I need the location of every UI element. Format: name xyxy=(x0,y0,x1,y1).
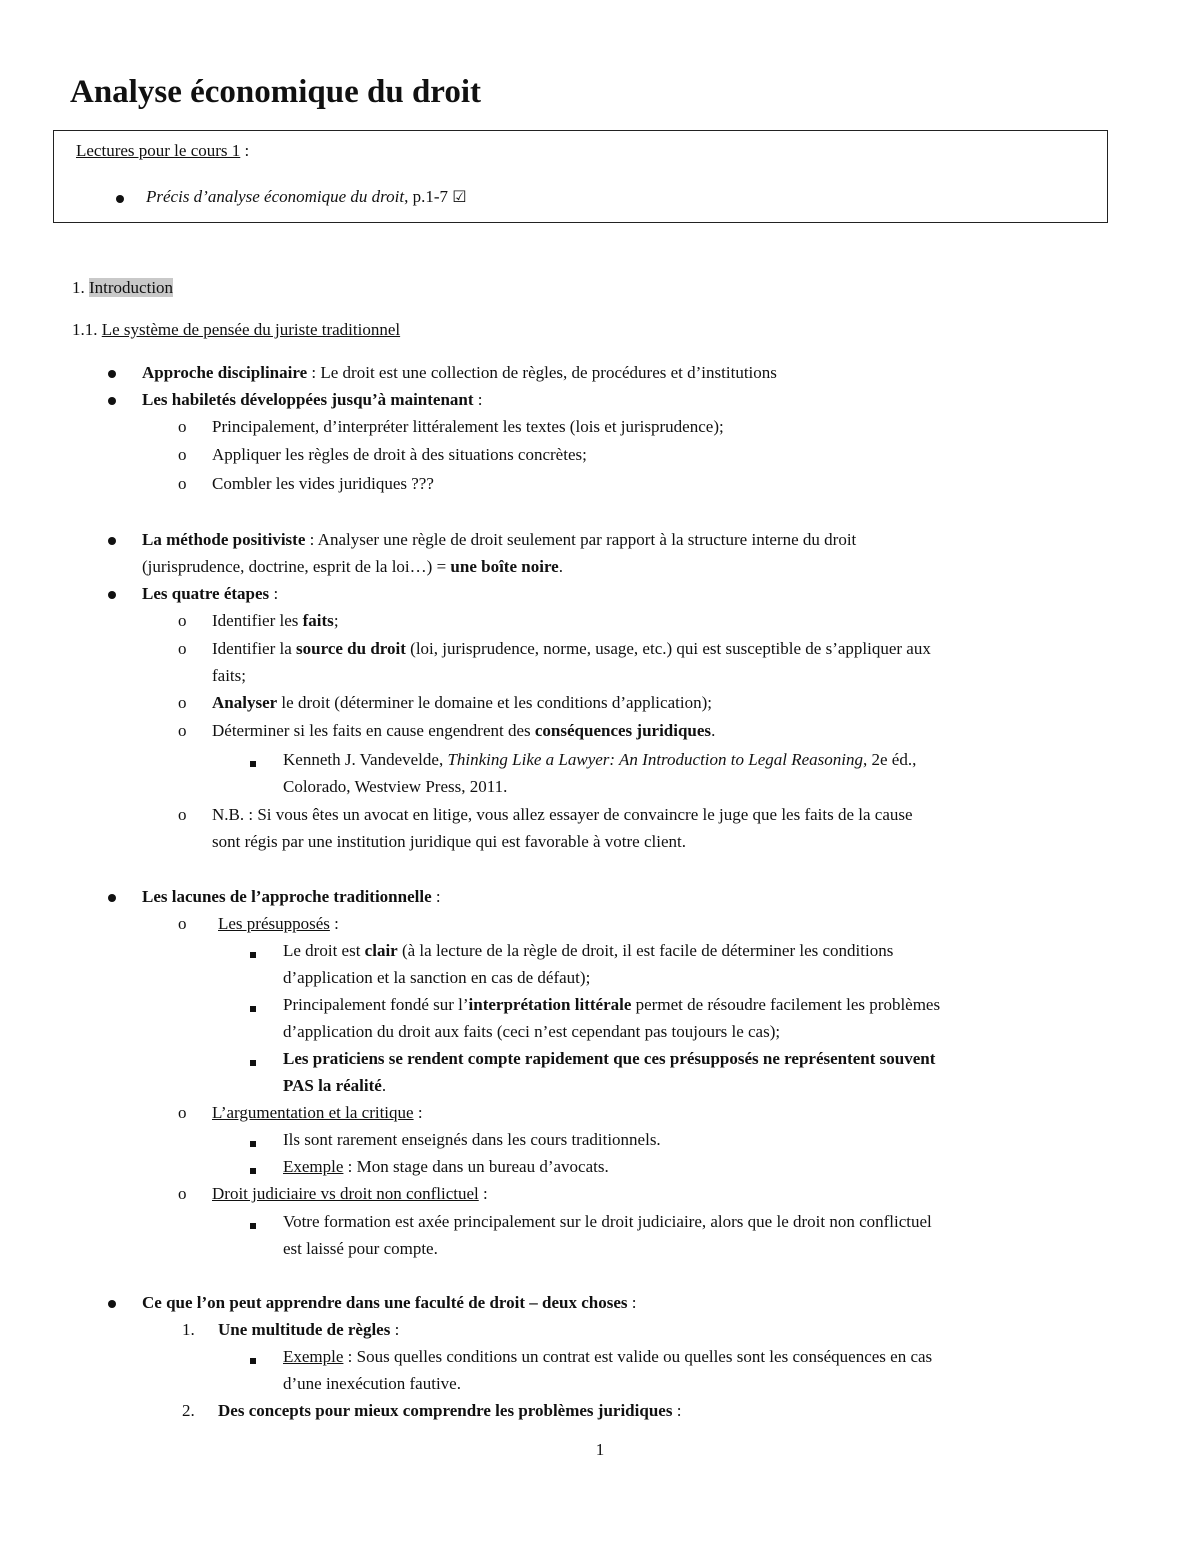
bullet-circle-icon: o xyxy=(178,611,187,630)
bullet-square-icon xyxy=(250,1347,256,1371)
bullet-square-icon xyxy=(250,941,256,965)
bullet-circle-icon: o xyxy=(178,417,187,436)
list-item: Ce que l’on peut apprendre dans une faculté de droit – deux choses : xyxy=(142,1293,637,1312)
section-heading-1-1: 1.1. Le système de pensée du juriste traditionnel xyxy=(72,320,401,339)
bullet-circle-icon: o xyxy=(178,1184,187,1203)
readings-item: Précis d’analyse économique du droit, p.1-7 ☑ xyxy=(146,187,467,206)
bullet-square-icon xyxy=(250,1130,256,1154)
list-item: Les présupposés : xyxy=(218,914,339,933)
page-number: 1 xyxy=(595,1440,605,1459)
numbered-marker: 2. xyxy=(182,1401,195,1420)
bullet-dot-icon xyxy=(108,388,116,412)
list-item-continuation: d’une inexécution fautive. xyxy=(283,1374,461,1393)
list-item: Déterminer si les faits en cause engendrent des conséquences juridiques. xyxy=(212,721,716,740)
bullet-dot-icon xyxy=(108,528,116,552)
list-item: Appliquer les règles de droit à des situations concrètes; xyxy=(212,445,587,464)
list-item-continuation: d’application du droit aux faits (ceci n’est cependant pas toujours le cas); xyxy=(283,1022,781,1041)
bullet-circle-icon: o xyxy=(178,805,187,824)
list-item: La méthode positiviste : Analyser une règle de droit seulement par rapport à la structure interne du droit xyxy=(142,530,857,549)
bullet-circle-icon: o xyxy=(178,639,187,658)
list-item: Les habiletés développées jusqu’à maintenant : xyxy=(142,390,483,409)
bullet-circle-icon: o xyxy=(178,721,187,740)
bullet-circle-icon: o xyxy=(178,445,187,464)
list-item: Exemple : Sous quelles conditions un contrat est valide ou quelles sont les conséquences en cas xyxy=(283,1347,933,1366)
list-item: Analyser le droit (déterminer le domaine et les conditions d’application); xyxy=(212,693,712,712)
page-title: Analyse économique du droit xyxy=(70,74,482,110)
bullet-square-icon xyxy=(250,1212,256,1236)
list-item: Approche disciplinaire : Le droit est une collection de règles, de procédures et d’institutions xyxy=(142,363,777,382)
list-item-continuation: PAS la réalité. xyxy=(283,1076,387,1095)
numbered-marker: 1. xyxy=(182,1320,195,1339)
bullet-dot-icon xyxy=(108,1291,116,1315)
list-item: Les quatre étapes : xyxy=(142,584,279,603)
list-item: N.B. : Si vous êtes un avocat en litige, vous allez essayer de convaincre le juge que les faits de la cause xyxy=(212,805,913,824)
list-item: Identifier les faits; xyxy=(212,611,339,630)
list-item: Votre formation est axée principalement sur le droit judiciaire, alors que le droit non conflictuel xyxy=(283,1212,932,1231)
list-item: Principalement, d’interpréter littéralement les textes (lois et jurisprudence); xyxy=(212,417,724,436)
bullet-circle-icon: o xyxy=(178,693,187,712)
list-item: Identifier la source du droit (loi, jurisprudence, norme, usage, etc.) qui est susceptible de s’appliquer aux xyxy=(212,639,931,658)
list-item: Le droit est clair (à la lecture de la règle de droit, il est facile de déterminer les conditions xyxy=(283,941,894,960)
list-item: Combler les vides juridiques ??? xyxy=(212,474,434,493)
readings-box xyxy=(53,130,1108,223)
list-item-continuation: est laissé pour compte. xyxy=(283,1239,438,1258)
bullet-square-icon xyxy=(250,750,256,774)
checkbox-checked-icon: ☑ xyxy=(452,187,467,206)
bullet-dot-icon xyxy=(108,885,116,909)
list-item: Kenneth J. Vandevelde, Thinking Like a Lawyer: An Introduction to Legal Reasoning, 2e éd., xyxy=(283,750,917,769)
list-item-continuation: sont régis par une institution juridique qui est favorable à votre client. xyxy=(212,832,686,851)
list-item: Une multitude de règles : xyxy=(218,1320,400,1339)
bullet-dot-icon xyxy=(108,582,116,606)
readings-heading: Lectures pour le cours 1 : xyxy=(76,141,250,160)
section-heading-1: 1. Introduction xyxy=(72,278,174,297)
bullet-circle-icon: o xyxy=(178,474,187,493)
bullet-dot-icon xyxy=(108,361,116,385)
bullet-square-icon xyxy=(250,1049,256,1073)
bullet-circle-icon: o xyxy=(178,1103,187,1122)
list-item-continuation: (jurisprudence, doctrine, esprit de la loi…) = une boîte noire. xyxy=(142,557,563,576)
list-item: Ils sont rarement enseignés dans les cours traditionnels. xyxy=(283,1130,661,1149)
bullet-dot-icon xyxy=(116,186,124,210)
list-item-continuation: faits; xyxy=(212,666,246,685)
list-item: Exemple : Mon stage dans un bureau d’avocats. xyxy=(283,1157,609,1176)
list-item: Des concepts pour mieux comprendre les problèmes juridiques : xyxy=(218,1401,682,1420)
list-item: Les praticiens se rendent compte rapidement que ces présupposés ne représentent souvent xyxy=(283,1049,936,1068)
list-item: L’argumentation et la critique : xyxy=(212,1103,423,1122)
bullet-circle-icon: o xyxy=(178,914,187,933)
list-item-continuation: Colorado, Westview Press, 2011. xyxy=(283,777,508,796)
list-item: Droit judiciaire vs droit non conflictuel : xyxy=(212,1184,488,1203)
bullet-square-icon xyxy=(250,1157,256,1181)
list-item: Les lacunes de l’approche traditionnelle : xyxy=(142,887,441,906)
bullet-square-icon xyxy=(250,995,256,1019)
list-item: Principalement fondé sur l’interprétation littérale permet de résoudre facilement les problèmes xyxy=(283,995,941,1014)
list-item-continuation: d’application et la sanction en cas de défaut); xyxy=(283,968,591,987)
